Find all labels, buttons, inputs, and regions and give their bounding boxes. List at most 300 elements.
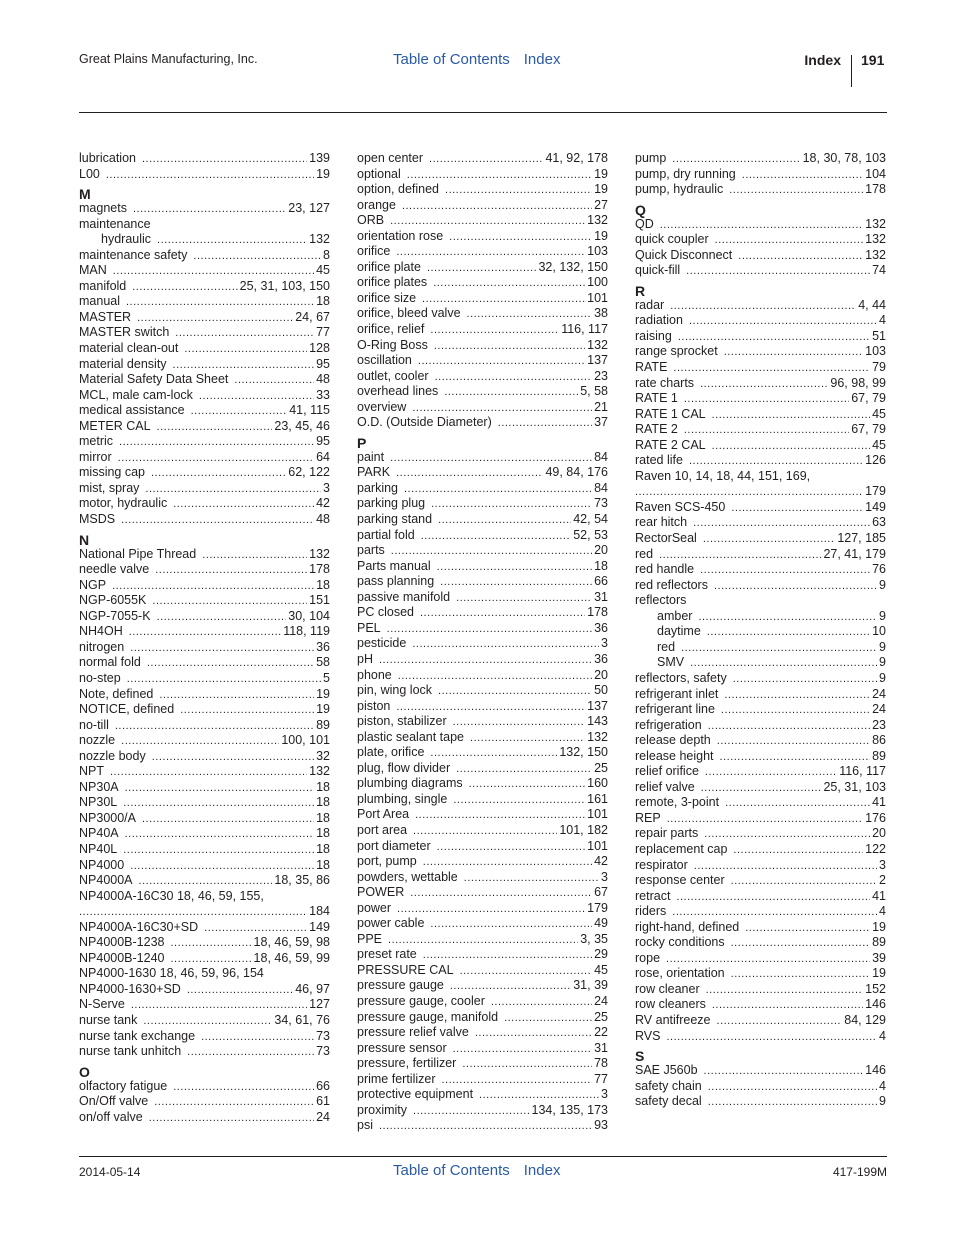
page-reference[interactable]: 19 xyxy=(316,686,330,701)
page-reference[interactable]: 4, 44 xyxy=(858,297,886,312)
dot-leader xyxy=(678,330,870,346)
page-reference[interactable]: 48 xyxy=(316,372,330,387)
footer-toc-link[interactable]: Table of Contents xyxy=(393,1162,510,1179)
page-reference[interactable]: 79 xyxy=(872,360,886,375)
page-reference[interactable]: 18 xyxy=(316,294,330,309)
page-reference[interactable]: 29 xyxy=(594,947,608,962)
page-reference[interactable]: 42 xyxy=(316,496,330,511)
page-reference[interactable]: 3 xyxy=(879,857,886,872)
page-reference[interactable]: 3 xyxy=(601,869,608,884)
index-entry xyxy=(635,842,886,858)
index-entry xyxy=(357,776,608,792)
header-rule xyxy=(79,112,887,113)
page-reference[interactable]: 24 xyxy=(872,702,886,717)
index-letter-heading: Q xyxy=(635,201,646,218)
page-reference[interactable]: 67, 79 xyxy=(851,391,886,406)
page-reference[interactable]: 3 xyxy=(323,480,330,495)
page-reference[interactable]: 73 xyxy=(316,1028,330,1043)
page-reference[interactable]: 52, 53 xyxy=(573,527,608,542)
page-reference[interactable]: 179 xyxy=(865,484,886,499)
page-reference[interactable]: 9 xyxy=(879,1094,886,1109)
index-letter-heading: M xyxy=(79,186,91,203)
page-reference[interactable]: 19 xyxy=(872,919,886,934)
page-reference[interactable]: 4 xyxy=(879,1028,886,1043)
index-term: orifice plates xyxy=(357,275,428,290)
page-reference[interactable]: 23 xyxy=(594,368,608,383)
dot-leader xyxy=(106,168,314,184)
page-reference[interactable]: 176 xyxy=(865,810,886,825)
page-reference[interactable]: 23, 127 xyxy=(288,201,330,216)
index-term: NP30A xyxy=(79,779,119,794)
page-reference[interactable]: 21 xyxy=(594,399,608,414)
page-reference[interactable]: 18, 30, 78, 103 xyxy=(802,151,886,165)
page-reference[interactable]: 19 xyxy=(594,182,608,197)
index-term: respirator xyxy=(635,857,688,872)
index-term: rocky conditions xyxy=(635,935,725,950)
page-reference[interactable]: 86 xyxy=(872,733,886,748)
page-reference[interactable]: 18 xyxy=(316,810,330,825)
dot-leader xyxy=(433,276,585,292)
page-reference[interactable]: 84 xyxy=(594,449,608,464)
dot-leader xyxy=(694,859,877,875)
page-reference[interactable]: 18, 46, 59, 98 xyxy=(253,935,330,950)
page-reference[interactable]: 146 xyxy=(865,997,886,1012)
dot-leader xyxy=(635,485,863,501)
dot-leader xyxy=(173,1080,314,1096)
dot-leader xyxy=(184,342,307,358)
index-entry xyxy=(357,901,608,917)
page-reference[interactable]: 31 xyxy=(594,1040,608,1055)
page-reference[interactable]: 4 xyxy=(879,904,886,919)
page-reference[interactable]: 20 xyxy=(594,543,608,558)
index-term: port diameter xyxy=(357,838,431,853)
page-reference[interactable]: 178 xyxy=(587,605,608,620)
page-reference[interactable]: 93 xyxy=(594,1118,608,1133)
page-reference[interactable]: 152 xyxy=(865,981,886,996)
index-term: National Pipe Thread xyxy=(79,546,197,561)
index-term: NP4000-1630+SD xyxy=(79,981,181,996)
page-reference[interactable]: 41, 115 xyxy=(289,403,330,418)
page-reference[interactable]: 100 xyxy=(587,275,608,290)
page-reference[interactable]: 22 xyxy=(594,1025,608,1040)
index-term: pressure gauge, manifold xyxy=(357,1009,499,1024)
page-reference[interactable]: 34, 61, 76 xyxy=(274,1012,330,1027)
index-term: power xyxy=(357,900,392,915)
page-reference[interactable]: 36 xyxy=(594,620,608,635)
dot-leader xyxy=(396,700,585,716)
page-reference[interactable]: 49, 84, 176 xyxy=(545,465,608,480)
page-reference[interactable]: 84 xyxy=(594,480,608,495)
page-reference[interactable]: 66 xyxy=(594,574,608,589)
page-reference[interactable]: 18 xyxy=(316,577,330,592)
page-reference[interactable]: 139 xyxy=(309,151,330,165)
page-reference[interactable]: 132 xyxy=(587,213,608,228)
page-reference[interactable]: 37 xyxy=(594,415,608,430)
page-reference[interactable]: 18 xyxy=(316,826,330,841)
index-term: prime fertilizer xyxy=(357,1071,436,1086)
index-term: radiation xyxy=(635,313,683,328)
page-reference[interactable]: 132 xyxy=(309,764,330,779)
page-reference[interactable]: 134, 135, 173 xyxy=(531,1102,608,1117)
dot-leader xyxy=(698,610,877,626)
page-reference[interactable]: 143 xyxy=(587,714,608,729)
page-reference[interactable]: 33 xyxy=(316,387,330,402)
page-reference[interactable]: 104 xyxy=(865,166,886,181)
page-reference[interactable]: 20 xyxy=(594,667,608,682)
page-reference[interactable]: 23 xyxy=(872,717,886,732)
page-reference[interactable]: 19 xyxy=(316,702,330,717)
page-reference[interactable]: 19 xyxy=(594,228,608,243)
index-term: plate, orifice xyxy=(357,745,425,760)
index-term: reflectors xyxy=(635,593,687,608)
page-reference[interactable]: 30, 104 xyxy=(288,608,330,623)
page-reference[interactable]: 61 xyxy=(316,1094,330,1109)
index-entry xyxy=(635,453,886,469)
dot-leader xyxy=(430,746,557,762)
page-reference[interactable]: 116, 117 xyxy=(839,764,886,779)
index-term: parking xyxy=(357,480,398,495)
page-reference[interactable]: 9 xyxy=(879,577,886,592)
page-reference[interactable]: 160 xyxy=(587,776,608,791)
index-term: paint xyxy=(357,449,385,464)
page-reference[interactable]: 24 xyxy=(594,993,608,1008)
page-reference[interactable]: 19 xyxy=(872,966,886,981)
page-reference[interactable]: 67, 79 xyxy=(851,422,886,437)
index-entry xyxy=(635,671,886,687)
page-reference[interactable]: 101 xyxy=(587,807,608,822)
dot-leader xyxy=(498,416,592,432)
page-reference[interactable]: 89 xyxy=(872,748,886,763)
index-term: Parts manual xyxy=(357,558,431,573)
index-entry xyxy=(357,652,608,668)
dot-leader xyxy=(155,563,307,579)
dot-leader xyxy=(469,777,586,793)
page-reference[interactable]: 178 xyxy=(865,182,886,197)
dot-leader xyxy=(456,762,592,778)
page-reference[interactable]: 137 xyxy=(587,698,608,713)
dot-leader xyxy=(139,874,273,890)
dot-leader xyxy=(725,796,870,812)
page-reference[interactable]: 51 xyxy=(872,328,886,343)
dot-leader xyxy=(127,672,321,688)
page-reference[interactable]: 89 xyxy=(872,935,886,950)
dot-leader xyxy=(708,719,870,735)
page-reference[interactable]: 132 xyxy=(865,232,886,247)
index-term: safety decal xyxy=(635,1094,702,1109)
index-entry xyxy=(635,578,886,594)
page-reference[interactable]: 66 xyxy=(316,1078,330,1093)
index-term: On/Off valve xyxy=(79,1094,149,1109)
page-reference[interactable]: 25, 31, 103 xyxy=(823,779,886,794)
dot-leader xyxy=(672,905,877,921)
page-reference[interactable]: 4 xyxy=(879,313,886,328)
header-toc-link[interactable]: Table of Contents xyxy=(393,51,510,68)
page-reference[interactable]: 27 xyxy=(594,197,608,212)
page-reference[interactable]: 24 xyxy=(316,1109,330,1124)
page-reference[interactable]: 146 xyxy=(865,1063,886,1078)
page-reference[interactable]: 101, 182 xyxy=(559,822,608,837)
page-reference[interactable]: 49 xyxy=(594,916,608,931)
page-reference[interactable]: 77 xyxy=(594,1071,608,1086)
dot-leader xyxy=(396,245,585,261)
index-term: power cable xyxy=(357,916,425,931)
page-reference[interactable]: 89 xyxy=(316,717,330,732)
index-entry xyxy=(79,310,330,326)
page-reference[interactable]: 101 xyxy=(587,838,608,853)
index-entry xyxy=(357,291,608,307)
page-reference[interactable]: 64 xyxy=(316,449,330,464)
page-reference[interactable]: 118, 119 xyxy=(283,624,330,639)
page-reference[interactable]: 41 xyxy=(872,795,886,810)
dot-leader xyxy=(175,326,314,342)
page-reference[interactable]: 39 xyxy=(872,950,886,965)
index-term: lubrication xyxy=(79,151,136,165)
index-term: quick-fill xyxy=(635,263,681,278)
page-reference[interactable]: 137 xyxy=(587,353,608,368)
page-reference[interactable]: 27, 41, 179 xyxy=(823,546,886,561)
page-reference[interactable]: 151 xyxy=(309,593,330,608)
index-term: red handle xyxy=(635,562,695,577)
page-reference[interactable]: 45 xyxy=(872,406,886,421)
page-reference[interactable]: 103 xyxy=(865,344,886,359)
index-term: refrigeration xyxy=(635,717,702,732)
index-term: red xyxy=(635,546,654,561)
index-term: piston, stabilizer xyxy=(357,714,447,729)
page-reference[interactable]: 18 xyxy=(316,779,330,794)
page-reference[interactable]: 18, 35, 86 xyxy=(274,873,330,888)
index-subentry xyxy=(635,640,886,656)
index-term: rope xyxy=(635,950,661,965)
page-reference[interactable]: 5, 58 xyxy=(580,384,608,399)
dot-leader xyxy=(449,230,592,246)
index-term: repair parts xyxy=(635,826,699,841)
page-reference[interactable]: 23, 45, 46 xyxy=(274,418,330,433)
page-reference[interactable]: 9 xyxy=(879,639,886,654)
dot-leader xyxy=(706,983,864,999)
page-reference[interactable]: 100, 101 xyxy=(281,733,330,748)
page-reference[interactable]: 132, 150 xyxy=(559,745,608,760)
index-entry xyxy=(79,609,330,625)
page-reference[interactable]: 31, 39 xyxy=(573,978,608,993)
dot-leader xyxy=(721,703,870,719)
page-reference[interactable]: 116, 117 xyxy=(561,322,608,337)
dot-leader xyxy=(157,420,273,436)
index-term: on/off valve xyxy=(79,1109,143,1124)
dot-leader xyxy=(191,404,288,420)
index-term: release depth xyxy=(635,733,711,748)
index-term: olfactory fatigue xyxy=(79,1078,168,1093)
page-reference[interactable]: 9 xyxy=(879,670,886,685)
page-reference[interactable]: 8 xyxy=(323,247,330,262)
page-reference[interactable]: 62, 122 xyxy=(288,465,330,480)
index-entry xyxy=(635,500,886,516)
page-reference[interactable]: 32 xyxy=(316,748,330,763)
index-entry xyxy=(635,391,886,407)
page-reference[interactable]: 3, 35 xyxy=(580,931,608,946)
page-reference[interactable]: 127 xyxy=(309,997,330,1012)
index-entry xyxy=(635,263,886,279)
page-reference[interactable]: 4 xyxy=(879,1078,886,1093)
index-term: NGP-6055K xyxy=(79,593,147,608)
page-reference[interactable]: 18, 46, 59, 99 xyxy=(253,950,330,965)
page-reference[interactable]: 42 xyxy=(594,854,608,869)
index-term: RATE 2 xyxy=(635,422,678,437)
dot-leader xyxy=(413,824,557,840)
dot-leader xyxy=(676,890,870,906)
dot-leader xyxy=(700,377,828,393)
page-reference[interactable]: 132 xyxy=(587,729,608,744)
page-reference[interactable]: 149 xyxy=(309,919,330,934)
dot-leader xyxy=(707,625,870,641)
dot-leader xyxy=(126,295,314,311)
dot-leader xyxy=(412,637,599,653)
index-term: SAE J560b xyxy=(635,1063,698,1078)
page-reference[interactable]: 95 xyxy=(316,434,330,449)
page-reference[interactable]: 45 xyxy=(316,263,330,278)
page-reference[interactable]: 36 xyxy=(594,651,608,666)
page-reference[interactable]: 127, 185 xyxy=(837,531,886,546)
page-reference[interactable]: 36 xyxy=(316,639,330,654)
page-reference[interactable]: 32, 132, 150 xyxy=(538,259,608,274)
index-entry-continuation xyxy=(79,904,330,920)
index-entry xyxy=(357,714,608,730)
page-reference[interactable]: 58 xyxy=(316,655,330,670)
index-entry xyxy=(357,450,608,466)
dot-leader xyxy=(666,952,870,968)
index-term: pH xyxy=(357,651,373,666)
page-reference[interactable]: 18 xyxy=(594,558,608,573)
page-reference[interactable]: 25 xyxy=(594,760,608,775)
index-term: MCL, male cam-lock xyxy=(79,387,193,402)
index-term: partial fold xyxy=(357,527,415,542)
page-reference[interactable]: 19 xyxy=(594,166,608,181)
page-reference[interactable]: 50 xyxy=(594,683,608,698)
index-entry xyxy=(357,963,608,979)
dot-leader xyxy=(430,917,592,933)
page-reference[interactable]: 74 xyxy=(872,263,886,278)
page-reference[interactable]: 25, 31, 103, 150 xyxy=(239,278,330,293)
page-reference[interactable]: 18 xyxy=(316,841,330,856)
page-reference[interactable]: 5 xyxy=(323,670,330,685)
index-entry xyxy=(357,683,608,699)
dot-leader xyxy=(708,1080,877,1096)
dot-leader xyxy=(388,933,578,949)
index-entry xyxy=(79,294,330,310)
page-reference[interactable]: 19 xyxy=(316,166,330,181)
index-entry xyxy=(635,407,886,423)
page-reference[interactable]: 149 xyxy=(865,499,886,514)
header-index-link[interactable]: Index xyxy=(523,51,561,68)
page-reference[interactable]: 3 xyxy=(601,1087,608,1102)
dot-leader xyxy=(151,466,286,482)
page-reference[interactable]: 132 xyxy=(865,216,886,231)
dot-leader xyxy=(431,497,592,513)
page-reference[interactable]: 48 xyxy=(316,512,330,527)
index-entry xyxy=(635,469,886,485)
page-reference[interactable]: 132 xyxy=(865,247,886,262)
page-reference[interactable]: 84, 129 xyxy=(844,1012,886,1027)
page-reference[interactable]: 96, 98, 99 xyxy=(830,375,886,390)
index-entry xyxy=(635,232,886,248)
index-term: NP4000 xyxy=(79,857,125,872)
dot-leader xyxy=(201,1030,314,1046)
page-reference[interactable]: 9 xyxy=(879,655,886,670)
dot-leader xyxy=(123,843,314,859)
index-term: RATE 1 CAL xyxy=(635,406,706,421)
page-reference[interactable]: 10 xyxy=(872,624,886,639)
page-reference[interactable]: 179 xyxy=(587,900,608,915)
page-reference[interactable]: 9 xyxy=(879,608,886,623)
page-reference[interactable]: 18 xyxy=(316,795,330,810)
dot-leader xyxy=(467,307,593,323)
dot-leader xyxy=(413,1104,530,1120)
page-reference[interactable]: 95 xyxy=(316,356,330,371)
footer-index-link[interactable]: Index xyxy=(523,1162,561,1179)
dot-leader xyxy=(112,579,314,595)
page-reference[interactable]: 67 xyxy=(594,885,608,900)
page-reference[interactable]: 132 xyxy=(309,232,330,247)
page-reference[interactable]: 25 xyxy=(594,1009,608,1024)
index-entry xyxy=(357,839,608,855)
dot-leader xyxy=(157,233,307,249)
page-reference[interactable]: 122 xyxy=(865,841,886,856)
page-reference[interactable]: 41, 92, 178 xyxy=(545,151,608,165)
page-reference[interactable]: 63 xyxy=(872,515,886,530)
page-reference[interactable]: 126 xyxy=(865,453,886,468)
page-reference[interactable]: 78 xyxy=(594,1056,608,1071)
page-reference[interactable]: 46, 97 xyxy=(295,981,330,996)
index-term: REP xyxy=(635,810,661,825)
dot-leader xyxy=(121,734,279,750)
page-reference[interactable]: 178 xyxy=(309,562,330,577)
index-entry xyxy=(79,920,330,936)
company-name: Great Plains Manufacturing, Inc. xyxy=(79,52,258,66)
dot-leader xyxy=(204,921,307,937)
dot-leader xyxy=(159,688,314,704)
page-reference[interactable]: 103 xyxy=(587,244,608,259)
page-reference[interactable]: 45 xyxy=(872,437,886,452)
index-entry xyxy=(635,718,886,734)
index-subentry xyxy=(635,624,886,640)
index-entry xyxy=(79,702,330,718)
page-reference[interactable]: 184 xyxy=(309,904,330,919)
dot-leader xyxy=(437,560,592,576)
index-term: refrigerant inlet xyxy=(635,686,719,701)
page-reference[interactable]: 18 xyxy=(316,857,330,872)
page-reference[interactable]: 41 xyxy=(872,888,886,903)
page-reference[interactable]: 31 xyxy=(594,589,608,604)
page-reference[interactable]: 132 xyxy=(587,337,608,352)
page-reference[interactable]: 20 xyxy=(872,826,886,841)
page-reference[interactable]: 73 xyxy=(594,496,608,511)
page-reference[interactable]: 2 xyxy=(879,873,886,888)
page-reference[interactable]: 45 xyxy=(594,962,608,977)
page-reference[interactable]: 132 xyxy=(309,546,330,561)
page-reference[interactable]: 24 xyxy=(872,686,886,701)
page-reference[interactable]: 76 xyxy=(872,562,886,577)
page-reference[interactable]: 42, 54 xyxy=(573,512,608,527)
page-reference[interactable]: 38 xyxy=(594,306,608,321)
page-reference[interactable]: 128 xyxy=(309,341,330,356)
page-reference[interactable]: 3 xyxy=(601,636,608,651)
page-reference[interactable]: 24, 67 xyxy=(295,309,330,324)
page-reference[interactable]: 73 xyxy=(316,1044,330,1059)
page-reference[interactable]: 77 xyxy=(316,325,330,340)
page-reference[interactable]: 101 xyxy=(587,290,608,305)
index-entry xyxy=(635,593,886,609)
page-reference[interactable]: 161 xyxy=(587,791,608,806)
index-term: missing cap xyxy=(79,465,145,480)
